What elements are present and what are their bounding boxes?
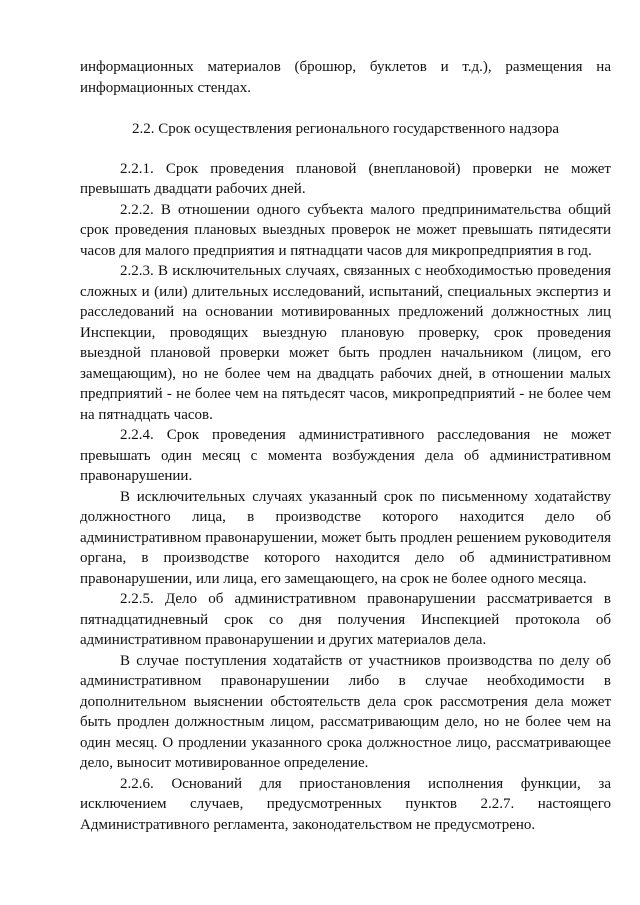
paragraph-2-2-1: 2.2.1. Срок проведения плановой (внеплановой) проверки не может превышать двадцати рабочих дней. <box>80 160 611 197</box>
paragraph-2-2-4: 2.2.4. Срок проведения административного расследования не может превышать один месяц с момента возбуждения дела об административном правонарушении. <box>80 427 611 484</box>
paragraph-2-2-6: 2.2.6. Оснований для приостановления исполнения функции, за исключением случаев, предусмотренных пунктов 2.2.7. настоящего Административного регламента, законодательством не предусмотрено. <box>80 775 611 833</box>
document-body <box>80 57 611 835</box>
paragraph-2-2-5: 2.2.5. Дело об административном правонарушении рассматривается в пятнадцатидневный срок со дня получения Инспекцией протокола об административном правонарушении и других материалов дела. <box>80 591 611 648</box>
paragraph-2-2-3: 2.2.3. В исключительных случаях, связанных с необходимостью проведения сложных и (или) длительных исследований, испытаний, специальных экспертиз и расследований на основании мотивированных предложений должностных лиц Инспекции, проводящих выездную плановую проверку, срок проведения выездной плановой проверки может быть продлен начальником (лицом, его замещающим), но не более чем на двадцать рабочих дней, в отношении малых предприятий - не более чем на пятьдесят часов, микропредприятий - не более чем на пятнадцать часов. <box>80 263 611 423</box>
section-heading: 2.2. Срок осуществления регионального государственного надзора <box>131 121 560 137</box>
paragraph-2-2-5-extension: В случае поступления ходатайств от участников производства по делу об административном правонарушении либо в случае необходимости в дополнительном выяснении обстоятельств дела срок рассмотрения дела может быть продлен должностным лицом, рассматривающим дело, но не более чем на один месяц. О продлении указанного срока должностное лицо, рассматривающее дело, выносит мотивированное определение. <box>80 652 611 771</box>
paragraph-continuation: информационных материалов (брошюр, буклетов и т.д.), размещения на информационных стендах. <box>80 59 611 96</box>
paragraph-2-2-4-exception: В исключительных случаях указанный срок по письменному ходатайству должностного лица, в производстве которого находится дело об административном правонарушении, может быть продлен решением руководителя органа, в производстве которого находится дело об административном правонарушении, или лица, его замещающего, на срок не более одного месяца. <box>80 488 611 587</box>
paragraph-2-2-2: 2.2.2. В отношении одного субъекта малого предпринимательства общий срок проведения плановых выездных проверок не может превышать пятидесяти часов для малого предприятия и пятнадцати часов для микропредприятия в год. <box>80 201 611 259</box>
